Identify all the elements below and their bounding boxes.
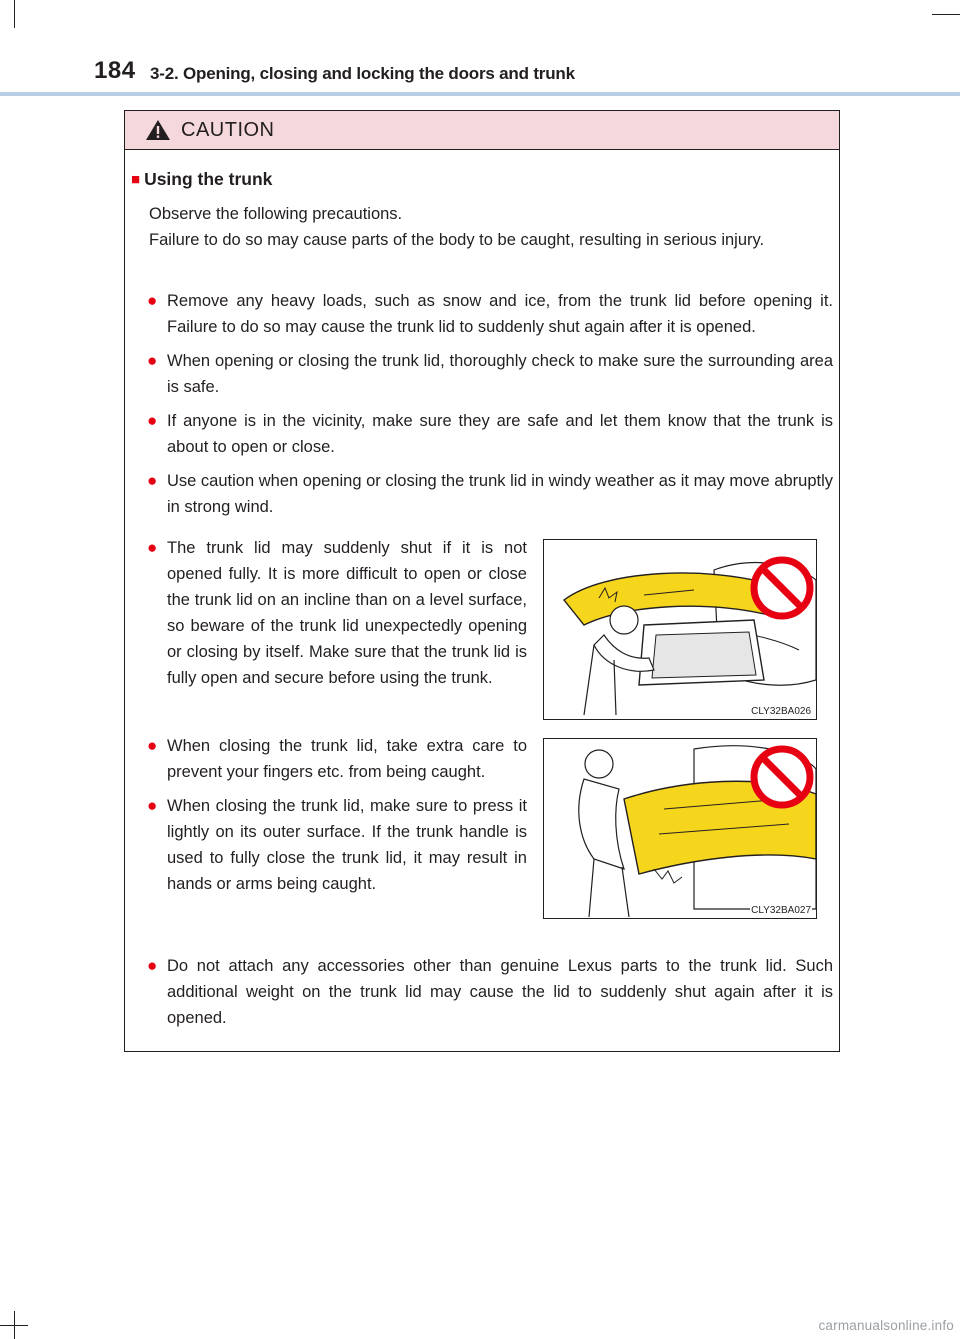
caution-header [125,111,839,150]
trunk-closing-illustration [544,739,816,918]
page-number: 184 [94,57,136,84]
crop-mark-bottom-left-h [0,1325,28,1326]
intro-line: Observe the following precautions. [149,205,403,223]
bullet-dot-icon: ● [147,736,158,755]
bullet-list-top [145,288,833,528]
intro-warning: Failure to do so may cause parts of the body to be caught, resulting in serious injury. [149,231,765,249]
section-heading [131,169,272,190]
list-item: ● When closing the trunk lid, make sure to press it lightly on its outer surface. If the trunk handle is used to fully close the trunk lid, it may result in hands or arms being caught. [145,793,527,897]
list-item: ● Remove any heavy loads, such as snow and ice, from the trunk lid before opening it. Failure to do so may cause the trunk lid to suddenly shut again after it is opened. [145,288,833,340]
bullet-list-figure-1 [145,535,527,699]
bullet-dot-icon: ● [147,471,158,490]
figure-trunk-opening [543,539,817,720]
bullet-list-figure-2 [145,733,527,905]
crop-mark-top-left-v [14,0,15,28]
bullet-dot-icon: ● [147,411,158,430]
caution-box [124,110,840,1052]
bullet-dot-icon: ● [147,291,158,310]
figure-trunk-closing [543,738,817,919]
figure-code: CLY32BA026 [751,706,811,717]
red-square-icon: ■ [131,171,141,188]
list-item: ● Do not attach any accessories other than genuine Lexus parts to the trunk lid. Such additional weight on the trunk lid may cause the lid to suddenly shut again after it is opened. [145,953,833,1031]
list-item: ● Use caution when opening or closing the trunk lid in windy weather as it may move abruptly in strong wind. [145,468,833,520]
list-item: ● When opening or closing the trunk lid, thoroughly check to make sure the surrounding area is safe. [145,348,833,400]
bullet-dot-icon: ● [147,956,158,975]
bullet-dot-icon: ● [147,796,158,815]
bullet-list-bottom [145,953,833,1039]
list-item: ● When closing the trunk lid, take extra care to prevent your fingers etc. from being caught. [145,733,527,785]
list-item: ● If anyone is in the vicinity, make sure they are safe and let them know that the trunk is about to open or close. [145,408,833,460]
figure-code: CLY32BA027 [751,905,811,916]
section-heading-text: Using the trunk [144,169,273,189]
warning-triangle-icon [145,119,171,146]
crop-mark-top-right-h [932,14,960,15]
trunk-opening-illustration [544,540,816,719]
watermark: carmanualsonline.info [818,1318,954,1333]
caution-title: CAUTION [181,119,275,141]
bullet-dot-icon: ● [147,351,158,370]
header-rule [0,92,960,96]
list-item: ● The trunk lid may suddenly shut if it is not opened fully. It is more difficult to open or close the trunk lid on an incline than on a level surface, so beware of the trunk lid unexpectedly opening or closing by itself. Make sure that the trunk lid is fully open and secure before using the trunk. [145,535,527,691]
section-title: 3-2. Opening, closing and locking the doors and trunk [150,64,575,83]
bullet-dot-icon: ● [147,538,158,557]
